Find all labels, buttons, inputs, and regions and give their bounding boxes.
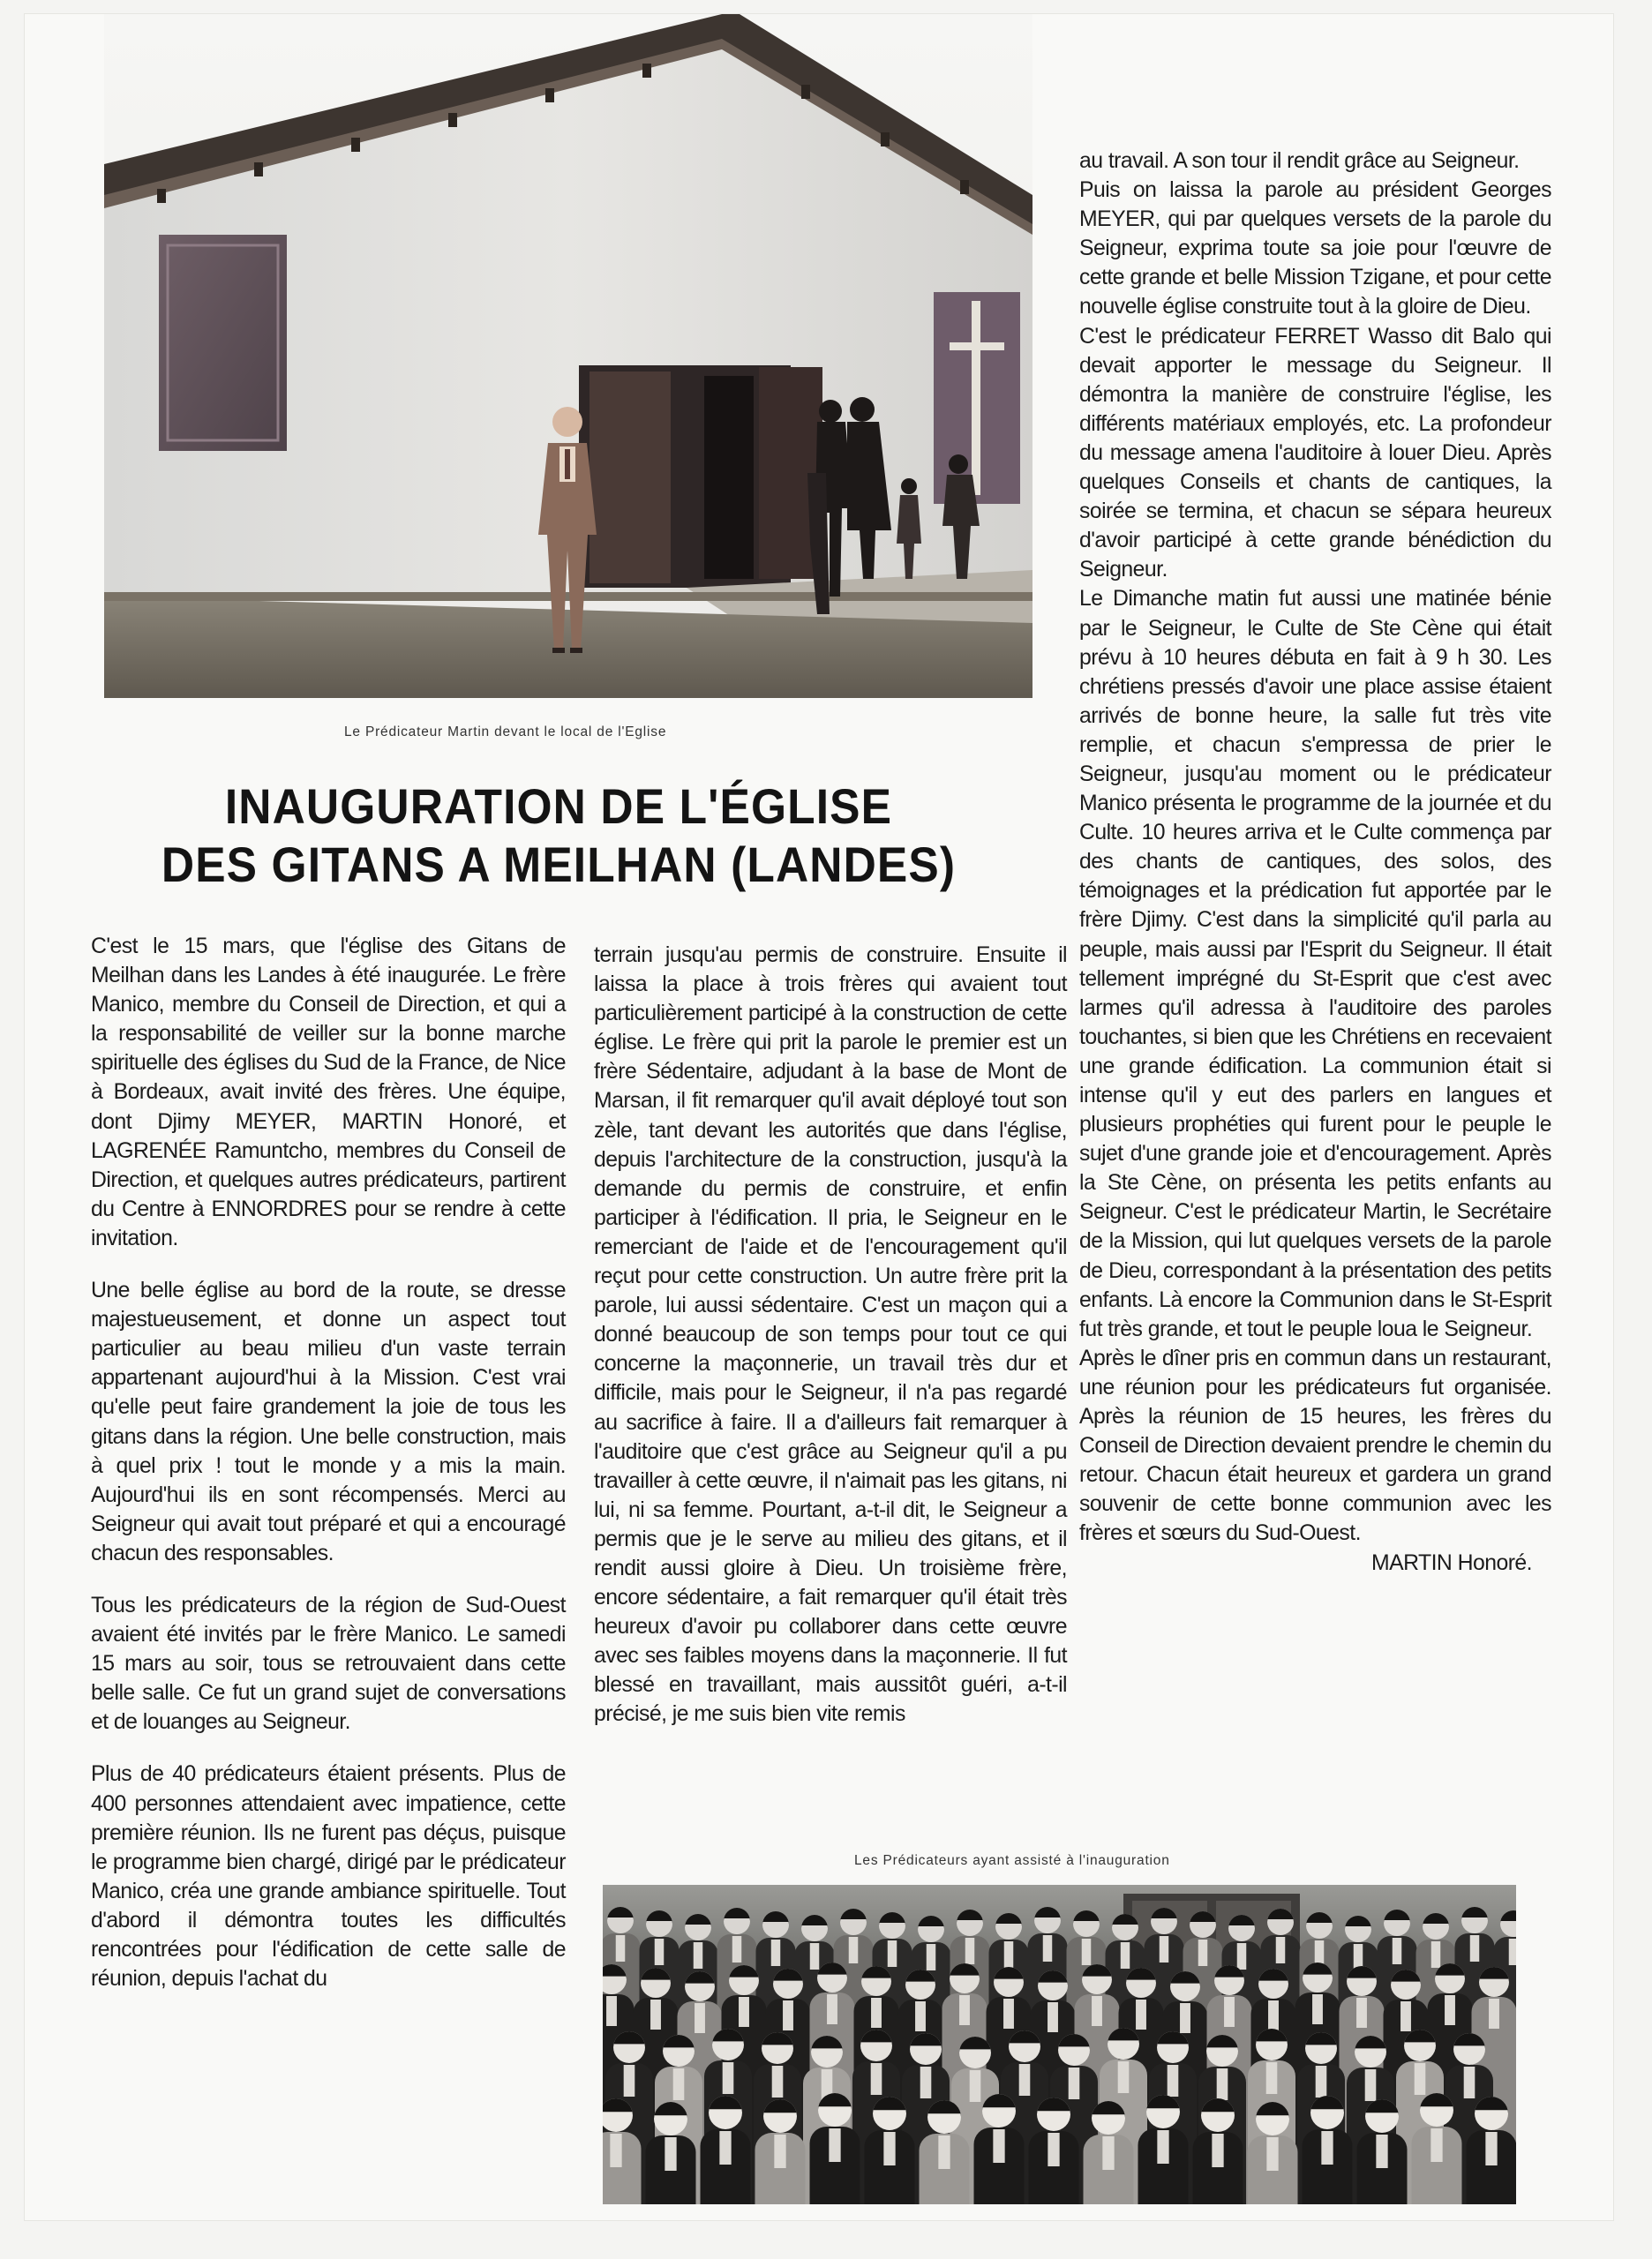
paragraph: C'est le 15 mars, que l'église des Gitans de Meilhan dans les Landes à été inaugurée. Le frère Manico, membre du Conseil de Direction, et qui a la responsabilité de veiller sur la bonne marche spirituelle des églises du Sud de la France, de Nice à Bordeaux, avait invité des frères. Une équipe, dont Djimy MEYER, MARTIN Honoré, et LAGRENÉE Ramuntcho, membres du Conseil de Direction, et quelques autres prédicateurs, partirent du Centre à ENNORDRES pour se rendre à cette invitation. (91, 934, 566, 1250)
paragraph: Tous les prédicateurs de la région de Sud-Ouest avaient été invités par le frère Manico. Le samedi 15 mars au soir, tous se retrouvaient dans cette belle salle. Ce fut un grand sujet de conversations et de louanges au Seigneur. (91, 1593, 566, 1735)
paragraph: Une belle église au bord de la route, se dresse majestueusement, et donne un aspect tout particulier au beau milieu d'un vaste terrain appartenant aujourd'hui à la Mission. C'est vrai qu'elle peut faire grandement la joie de tous les gitans dans la région. Une belle construction, mais à quel prix ! tout le monde y a mis la main. Aujourd'hui ils en sont récompensés. Merci au Seigneur qui avait tout préparé et qui a encouragé chacun des responsables. (91, 1279, 566, 1565)
paragraph: Après le dîner pris en commun dans un restaurant, une réunion pour les prédicateurs fut organisée. Après la réunion de 15 heures, les frères du Conseil de Direction devaient prendre le chemin du retour. Chacun était heureux et gardera un grand souvenir de cette bonne communion avec les frères et sœurs du Sud-Ouest. (1079, 1346, 1551, 1546)
church-photo (104, 14, 1032, 698)
article-title-line-1: INAUGURATION DE L'ÉGLISE (224, 778, 893, 834)
paragraph: Le Dimanche matin fut aussi une matinée bénie par le Seigneur, le Culte de Ste Cène qui était prévu à 10 heures débuta en fait à 9 h 30. Les chrétiens pressés d'avoir une place assise étaient arrivés de bonne heure, la salle fut très vite remplie, et chacun s'empressa de prier le Seigneur, jusqu'au moment ou le prédicateur Manico présenta le programme de la journée et du Culte. 10 heures arriva et le Culte commença par des chants de cantiques, des solos, des témoignages et la prédication fut apportée par le frère Djimy. C'est dans la simplicité qu'il parla au peuple, mais aussi par l'Esprit du Seigneur. Il était tellement imprégné du St-Esprit que c'est avec larmes qu'il adressa à l'auditoire des paroles touchantes, si bien que les Chrétiens en recevaient une grande édification. La communion était si intense qu'il y eut des parlers en langues et plusieurs prophéties qui furent pour le peuple le sujet d'une grande joie et d'encouragement. Après la Ste Cène, on présenta les petits enfants au Seigneur. C'est le prédicateur Martin, le Secrétaire de la Mission, qui lut quelques versets de la parole de Dieu, correspondant à la présentation des petits enfants. Là encore la Communion dans le St-Esprit fut très grande, et tout le peuple loua le Seigneur. (1079, 587, 1551, 1341)
paragraph: Puis on laissa la parole au président Georges MEYER, qui par quelques versets de la parole du Seigneur, exprima toute sa joie pour l'œuvre de cette grande et belle Mission Tzigane, et pour cette nouvelle église construite tout à la gloire de Dieu. (1079, 178, 1551, 319)
article-title-line-2: DES GITANS A MEILHAN (LANDES) (161, 837, 957, 892)
magazine-page (25, 14, 1613, 2220)
article-column-left (91, 932, 566, 1993)
author-signature: MARTIN Honoré. (1370, 1550, 1532, 1575)
paragraph: terrain jusqu'au permis de construire. Ensuite il laissa la place à trois frères qui avaient tout particulièrement participé à la construction de cette église. Le frère qui prit la parole le premier est un frère Sédentaire, adjudant à la base de Mont de Marsan, il fit remarquer qu'il avait déployé tout son zèle, tant devant les autorités que dans l'église, depuis l'architecture de la construction, jusqu'à la demande du permis de construire, et enfin participer à l'édification. Il pria, le Seigneur en le remerciant de l'aide et de l'encouragement qu'il reçut pour cette construction. Un autre frère prit la parole, lui aussi sédentaire. C'est un maçon qui a donné beaucoup de son temps pour tout ce qui concerne la maçonnerie, un travail très dur et difficile, mais pour le Seigneur, il n'a pas regardé au sacrifice à faire. Il a d'ailleurs fait remarquer à l'auditoire que c'est grâce au Seigneur qu'il a pu travailler à cette œuvre, il n'aimait pas les gitans, ni lui, ni sa femme. Pourtant, a-t-il dit, le Seigneur a permis que je le serve au milieu des gitans, et il rendit aussi gloire à Dieu. Un troisième frère, encore sédentaire, a fait remarquer qu'il était très heureux d'avoir pu collaborer dans cette œuvre avec ses faibles moyens dans la maçonnerie. Il fut blessé en travaillant, mais aussitôt guéri, a-t-il précisé, je me suis bien vite remis (594, 943, 1067, 1727)
article-title (140, 777, 977, 894)
paragraph: Plus de 40 prédicateurs étaient présents. Plus de 400 personnes attendaient avec impatience, cette première réunion. Ils ne furent pas déçus, puisque le programme bien chargé, dirigé par le prédicateur Manico, créa une grande ambiance spirituelle. Tout d'abord il démontra toutes les difficultés rencontrées pour l'édification de cette salle de réunion, depuis l'achat du (91, 1762, 566, 1992)
paragraph: C'est le prédicateur FERRET Wasso dit Balo qui devait apporter le message du Seigneur. Il démontra la manière de construire l'église, les différents matériaux employés, etc. La profondeur du message amena l'auditoire à louer Dieu. Après quelques Conseils et chants de cantiques, la soirée se termina, et chacun se sépara heureux d'avoir participé à cette grande bénédiction du Seigneur. (1079, 324, 1551, 582)
article-column-right (1079, 146, 1551, 1578)
group-photo-caption: Les Prédicateurs ayant assisté à l'inauguration (854, 1853, 1170, 1868)
group-photo (603, 1885, 1516, 2204)
paragraph: au travail. A son tour il rendit grâce au Seigneur. (1079, 149, 1520, 173)
church-photo-image (104, 14, 1032, 698)
group-photo-image (603, 1885, 1516, 2204)
article-column-middle (594, 941, 1067, 1730)
church-photo-caption: Le Prédicateur Martin devant le local de l'Eglise (344, 724, 667, 739)
